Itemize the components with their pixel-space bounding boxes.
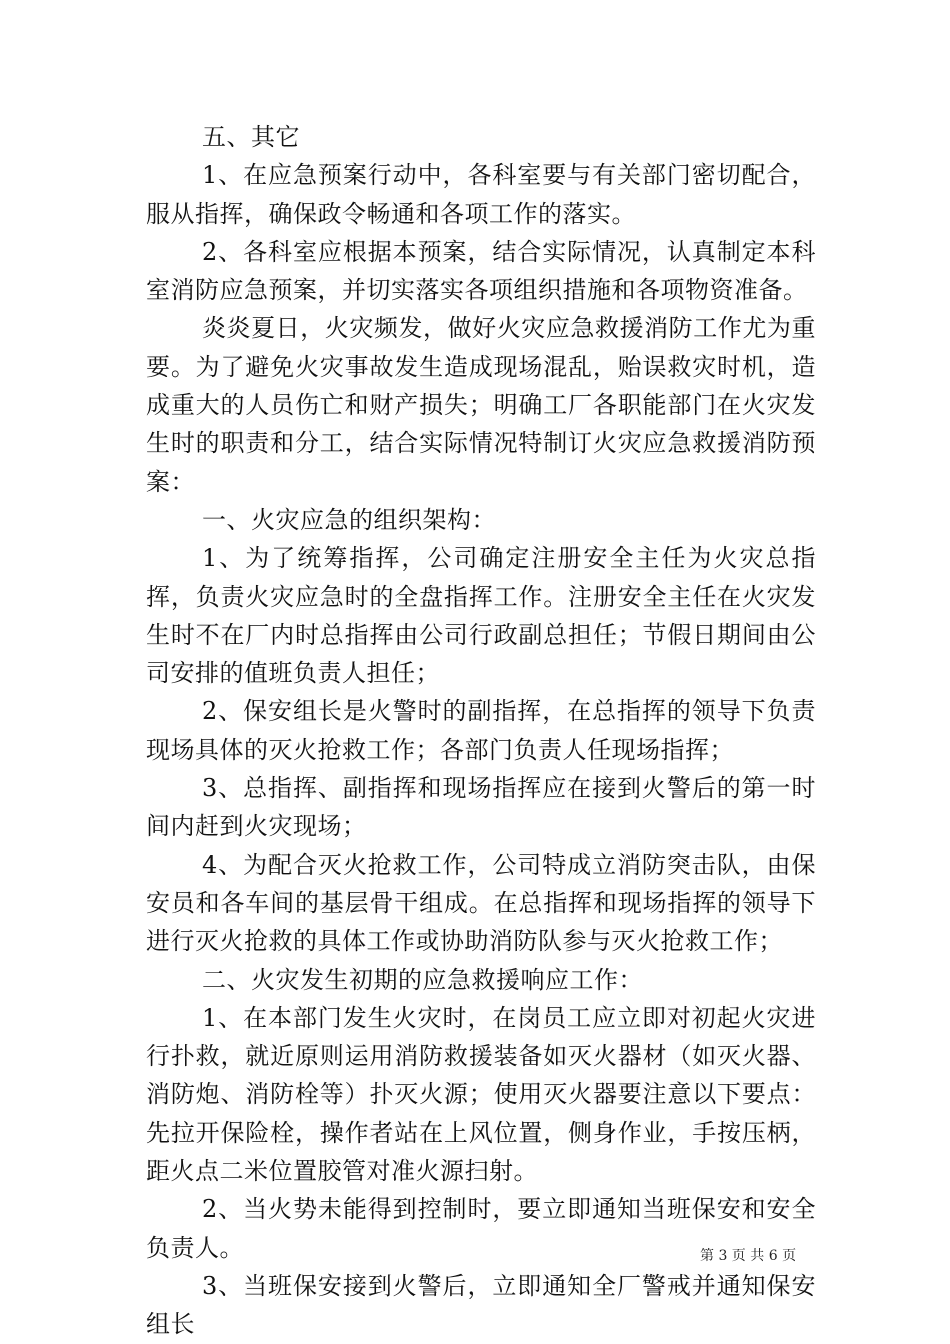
paragraph: 3、总指挥、副指挥和现场指挥应在接到火警后的第一时间内赶到火灾现场； <box>146 774 816 841</box>
paragraph: 1、在应急预案行动中，各科室要与有关部门密切配合，服从指挥，确保政令畅通和各项工作的落实。 <box>146 161 816 228</box>
page-number-footer: 第 3 页 共 6 页 <box>700 1248 797 1264</box>
paragraph: 2、保安组长是火警时的副指挥，在总指挥的领导下负责现场具体的灭火抢救工作；各部门负责人任现场指挥； <box>146 697 816 764</box>
paragraph: 2、当火势未能得到控制时，要立即通知当班保安和安全负责人。 <box>146 1195 816 1262</box>
section-heading-organization: 一、火灾应急的组织架构： <box>202 505 496 534</box>
paragraph: 炎炎夏日，火灾频发，做好火灾应急救援消防工作尤为重要。为了避免火灾事故发生造成现场混乱，贻误救灾时机，造成重大的人员伤亡和财产损失；明确工厂各职能部门在火灾发生时的职责和分工，结合实际情况特制订火灾应急救援消防预案： <box>146 314 816 496</box>
paragraph: 1、为了统筹指挥，公司确定注册安全主任为火灾总指挥，负责火灾应急时的全盘指挥工作。注册安全主任在火灾发生时不在厂内时总指挥由公司行政副总担任；节假日期间由公司安排的值班负责人担任； <box>146 544 816 688</box>
section-heading-other: 五、其它 <box>202 123 300 151</box>
paragraph: 1、在本部门发生火灾时，在岗员工应立即对初起火灾进行扑救，就近原则运用消防救援装备如灭火器材（如灭火器、消防炮、消防栓等）扑灭火源；使用灭火器要注意以下要点：先拉开保险栓，操作者站在上风位置，侧身作业，手按压柄，距火点二米位置胶管对准火源扫射。 <box>146 1003 816 1186</box>
paragraph: 3、当班保安接到火警后，立即通知全厂警戒并通知保安组长 <box>146 1271 816 1339</box>
document-body <box>146 118 816 1344</box>
section-heading-response: 二、火灾发生初期的应急救援响应工作： <box>202 965 643 994</box>
paragraph: 4、为配合灭火抢救工作，公司特成立消防突击队，由保安员和各车间的基层骨干组成。在总指挥和现场指挥的领导下进行灭火抢救的具体工作或协助消防队参与灭火抢救工作； <box>146 850 816 956</box>
paragraph: 2、各科室应根据本预案，结合实际情况，认真制定本科室消防应急预案，并切实落实各项组织措施和各项物资准备。 <box>146 237 816 305</box>
